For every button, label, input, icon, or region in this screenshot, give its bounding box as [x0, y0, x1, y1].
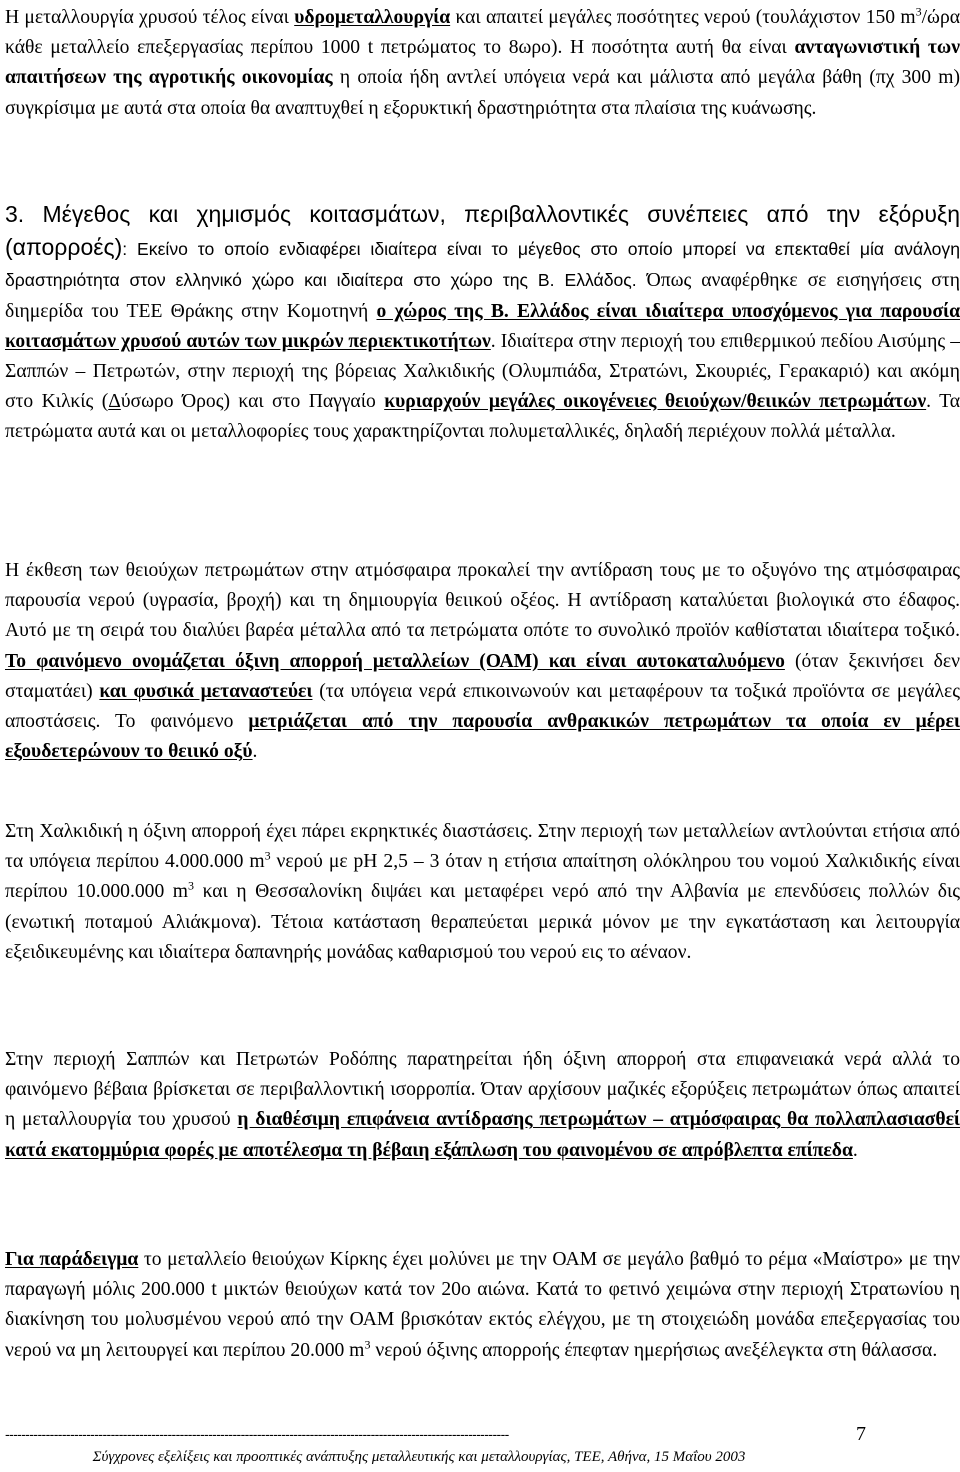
footer-citation: Σύγχρονες εξελίξεις και προοπτικές ανάπτυξης μεταλλευτικής και μεταλλουργίας, ΤΕΕ, Αθήνα, 15 Μαΐου 2003 — [92, 1449, 746, 1465]
paragraph-gold-hydrometallurgy: Η μεταλλουργία χρυσού τέλος είναι υδρομεταλλουργία και απαιτεί μεγάλες ποσότητες νερού (τουλάχιστον 150 $m^3$/ώρα κάθε μεταλλείο επεξεργασίας περίπου 1000 t πετρώματος το 8ωρο). Η ποσότητα αυτή θα είναι ανταγωνιστική των απαιτήσεων της αγροτικής οικονομίας η οποία ήδη αντλεί υπόγεια νερά και μάλιστα από μεγάλα βάθη (πχ 300 m) συγκρίσιμα με αυτά στα οποία θα αναπτυχθεί η εξορυκτική δραστηριότητα στα πλαίσια της κυάνωσης. — [5, 4, 960, 119]
paragraph-acid-drainage: Η έκθεση των θειούχων πετρωμάτων στην ατμόσφαιρα προκαλεί την αντίδραση τους με το οξυγόνο της ατμόσφαιρας παρουσία νερού (υγρασία, βροχή) και τη δημιουργία θειικού οξέος. Η αντίδραση καταλύεται βιολογικά στο έδαφος. Αυτό με τη σειρά του διαλύει βαρέα μέταλλα από τα πετρώματα οπότε το συνολικό προϊόν καθίσταται ιδιαίτερα τοξικό. Το φαινόμενο ονομάζεται όξινη απορροή μεταλλείων (ΟΑΜ) και είναι αυτοκαταλυόμενο (όταν ξεκινήσει δεν σταματάει) και φυσικά μεταναστεύει (τα υπόγεια νερά επικοινωνούν και μεταφέρουν τα τοξικά προϊόντα σε μεγάλες αποστάσεις. Το φαινόμενο μετριάζεται από την παρουσία ανθρακικών πετρωμάτων τα οποία εν μέρει εξουδετερώνουν το θειικό οξύ. — [5, 560, 960, 763]
paragraph-example-kirki: Για παράδειγμα το μεταλλείο θειούχων Κίρκης έχει μολύνει με την ΟΑΜ σε μεγάλο βαθμό το ρέμα «Μαίστρο» με την παραγωγή μόλις 200.000 t μικτών θειούχων κατά τον 20ο αιώνα. Κατά το φετινό χειμώνα στην περιοχή Στρατωνίου η διακίνηση του μολυσμένου νερού από την ΟΑΜ βρισκόταν εκτός ελέγχου, με τη στοιχειώδη μονάδα επεξεργασίας του νερού να μη λειτουργεί και περίπου 20.000 $m^3$ νερού όξινης απορροής έπεφταν ημερήσιως ανεξέλεγκτα στη θάλασσα. — [5, 1249, 960, 1361]
emphasis-phrase: μετριάζεται από την παρουσία ανθρακικών πετρωμάτων τα οποία εν μέρει εξουδετερώνουν το θειικό οξύ — [5, 711, 960, 763]
emphasis-phrase: η διαθέσιμη επιφάνεια αντίδρασης πετρωμάτων – ατμόσφαιρας θα πολλαπλασιασθεί κατά εκατομμύρια φορές με αποτέλεσμα τη βέβαιη εξάπλωση του φαινομένου σε απρόβλεπτα επίπεδα — [5, 1109, 960, 1161]
page-number: 7 — [856, 1423, 866, 1445]
section-heading: 3. Μέγεθος και χημισμός κοιτασμάτων, περιβαλλοντικές συνέπειες από την εξόρυξη (απορροές) — [5, 201, 960, 261]
emphasis-phrase: Το φαινόμενο ονομάζεται όξινη απορροή μεταλλείων (ΟΑΜ) και είναι αυτοκαταλυόμενο — [5, 650, 785, 672]
bold-phrase: ανταγωνιστική των απαιτήσεων της αγροτικής οικονομίας — [5, 37, 960, 89]
emphasis-phrase: ο χώρος της Β. Ελλάδος είναι ιδιαίτερα υποσχόμενος για παρουσία κοιτασμάτων χρυσού αυτών των μικρών περιεκτικοτήτων — [5, 300, 960, 352]
footer-separator: ---------------------------------------------------------------------------------------------------------------------------- — [5, 1426, 509, 1442]
paragraph-section-3: 3. Μέγεθος και χημισμός κοιτασμάτων, περιβαλλοντικές συνέπειες από την εξόρυξη (απορροές): Εκείνο το οποίο ενδιαφέρει ιδιαίτερα είναι το μέγεθος στο οποίο μπορεί να επεκταθεί μία ανάλογη δραστηριότητα στον ελληνικό χώρο και ιδιαίτερα στο χώρο της Β. Ελλάδος. Όπως αναφέρθηκε σε εισηγήσεις στη διημερίδα του ΤΕΕ Θράκης στην Κομοτηνή ο χώρος της Β. Ελλάδος είναι ιδιαίτερα υποσχόμενος για παρουσία κοιτασμάτων χρυσού αυτών των μικρών περιεκτικοτήτων. Ιδιαίτερα στην περιοχή του επιθερμικού πεδίου Αισύμης – Σαππών – Πετρωτών, στην περιοχή της βόρειας Χαλκιδικής (Ολυμπιάδα, Στρατώνι, Σκουριές, Γερακαριό) και ακόμη στο Κιλκίς (Δύσωρο Όρος) και στο Παγγαίο κυριαρχούν μεγάλες οικογένειες θειούχων/θειικών πετρωμάτων. Τα πετρώματα αυτά και οι μεταλλοφορίες τους χαρακτηρίζονται πολυμεταλλικές, δηλαδή περιέχουν πολλά μέταλλα. — [5, 201, 960, 443]
example-label: Για παράδειγμα — [5, 1249, 139, 1270]
paragraph-sappes-petrota: Στην περιοχή Σαππών και Πετρωτών Ροδόπης παρατηρείται ήδη όξινη απορροή στα επιφανειακά νερά αλλά το φαινόμενο βέβαια βρίσκεται σε περιβαλλοντική ισορροπία. Όταν αρχίσουν μαζικές εξορύξεις πετρωμάτων όπως απαιτεί η μεταλλουργία του χρυσού η διαθέσιμη επιφάνεια αντίδρασης πετρωμάτων – ατμόσφαιρας θα πολλαπλασιασθεί κατά εκατομμύρια φορές με αποτέλεσμα τη βέβαιη εξάπλωση του φαινομένου σε απρόβλεπτα επίπεδα. — [5, 1049, 960, 1161]
paragraph-chalkidiki: Στη Χαλκιδική η όξινη απορροή έχει πάρει εκρηκτικές διαστάσεις. Στην περιοχή των μεταλλείων αντλούνται ετήσια από τα υπόγεια περίπου 4.000.000 $m^3$ νερού με pH 2,5 – 3 όταν η ετήσια απαίτηση ολόκληρου του νομού Χαλκιδικής είναι περίπου 10.000.000 $m^3$ και η Θεσσαλονίκη διψάει και μεταφέρει νερό από την Αλβανία με επενδύσεις πολλών δις (ενωτική ποταμού Αλιάκμονα). Τέτοια κατάσταση θεραπεύεται μερικά μόνον με την εγκατάσταση και λειτουργία εξειδικευμένης και ιδιαίτερα δαπανηρής μονάδας καθαρισμού του νερού εις το αέναον. — [5, 821, 960, 963]
underlined-term: υδρομεταλλουργία — [294, 7, 451, 28]
emphasis-phrase: κυριαρχούν μεγάλες οικογένειες θειούχων/θειικών πετρωμάτων — [384, 391, 927, 413]
emphasis-phrase: και φυσικά μεταναστεύει — [99, 680, 313, 702]
